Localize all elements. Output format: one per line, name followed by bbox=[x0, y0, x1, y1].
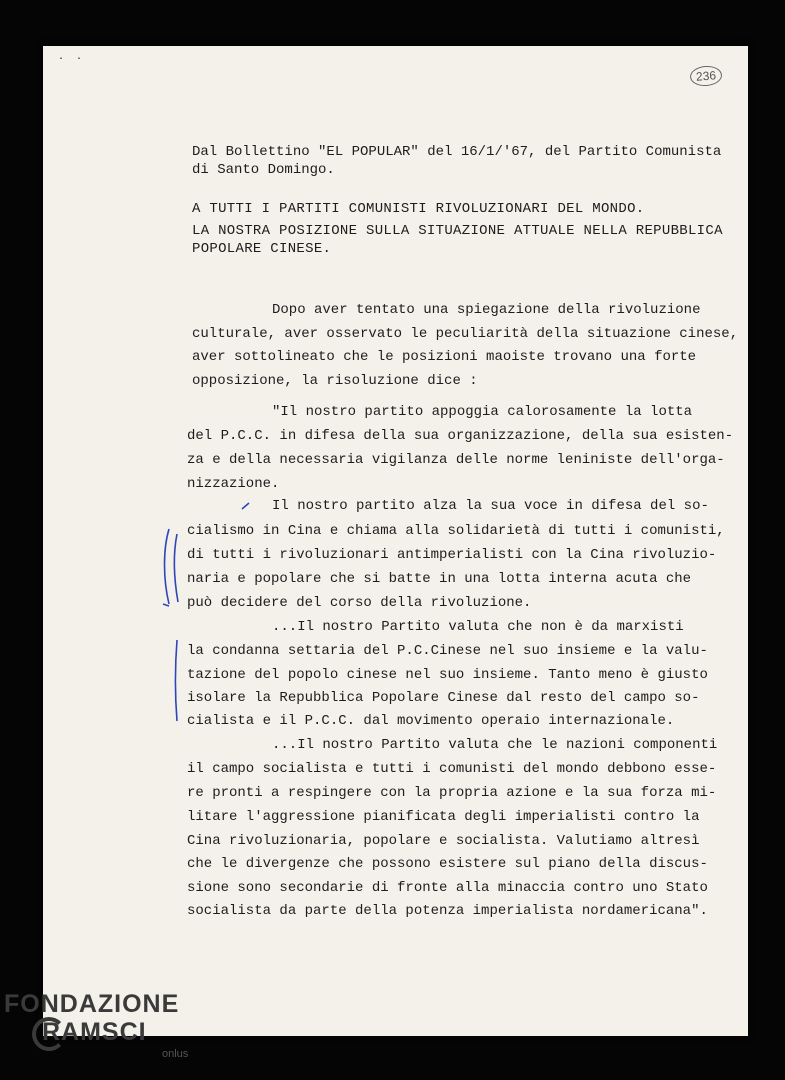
body-line: nizzazione. bbox=[187, 476, 280, 492]
watermark-line-fondazione: FONDAZIONE bbox=[4, 990, 180, 1018]
archive-watermark bbox=[4, 990, 204, 1060]
punch-marks: · · bbox=[58, 54, 83, 65]
body-line: "Il nostro partito appoggia calorosamente la lotta bbox=[272, 404, 693, 420]
pen-tick-mark bbox=[241, 501, 253, 511]
body-line: ...Il nostro Partito valuta che non è da marxisti bbox=[272, 619, 684, 635]
body-line: sione sono secondarie di fronte alla minaccia contro uno Stato bbox=[187, 880, 708, 896]
body-line: cialista e il P.C.C. dal movimento operaio internazionale. bbox=[187, 713, 675, 729]
document-page bbox=[43, 46, 748, 1036]
body-line: za e della necessaria vigilanza delle norme leniniste dell'orga- bbox=[187, 452, 725, 468]
document-title-line: POPOLARE CINESE. bbox=[192, 241, 332, 257]
body-line: tazione del popolo cinese nel suo insieme. Tanto meno è giusto bbox=[187, 667, 708, 683]
body-line: del P.C.C. in difesa della sua organizzazione, della sua esisten- bbox=[187, 428, 734, 444]
body-line: il campo socialista e tutti i comunisti del mondo debbono esse- bbox=[187, 761, 717, 777]
body-line: Cina rivoluzionaria, popolare e socialista. Valutiamo altresì bbox=[187, 833, 700, 849]
margin-bracket-mark bbox=[157, 524, 187, 609]
body-line: re pronti a respingere con la propria azione e la sua forza mi- bbox=[187, 785, 717, 801]
intro-line: di Santo Domingo. bbox=[192, 162, 335, 178]
body-line: Il nostro partito alza la sua voce in difesa del so- bbox=[272, 498, 709, 514]
body-line: che le divergenze che possono esistere sul piano della discus- bbox=[187, 856, 708, 872]
page-number-stamp: 236 bbox=[689, 65, 722, 87]
body-line: socialista da parte della potenza imperialista nordamericana". bbox=[187, 903, 708, 919]
watermark-onlus: onlus bbox=[162, 1048, 189, 1060]
watermark-g-logo-icon bbox=[32, 1017, 66, 1051]
body-line: culturale, aver osservato le peculiarità della situazione cinese, bbox=[192, 326, 739, 342]
body-line: isolare la Repubblica Popolare Cinese dal resto del campo so- bbox=[187, 690, 700, 706]
intro-line: Dal Bollettino "EL POPULAR" del 16/1/'67, del Partito Comunista bbox=[192, 144, 722, 160]
body-line: ...Il nostro Partito valuta che le nazioni componenti bbox=[272, 737, 718, 753]
body-line: la condanna settaria del P.C.Cinese nel suo insieme e la valu- bbox=[187, 643, 708, 659]
body-line: di tutti i rivoluzionari antimperialisti con la Cina rivoluzio- bbox=[187, 547, 717, 563]
body-line: Dopo aver tentato una spiegazione della rivoluzione bbox=[272, 302, 701, 318]
margin-line-mark bbox=[167, 636, 187, 724]
body-line: aver sottolineato che le posizioni maoiste trovano una forte bbox=[192, 349, 697, 365]
document-title-line: A TUTTI I PARTITI COMUNISTI RIVOLUZIONARI DEL MONDO. bbox=[192, 201, 645, 217]
document-title-line: LA NOSTRA POSIZIONE SULLA SITUAZIONE ATTUALE NELLA REPUBBLICA bbox=[192, 223, 723, 239]
body-line: cialismo in Cina e chiama alla solidarietà di tutti i comunisti, bbox=[187, 523, 725, 539]
body-line: litare l'aggressione pianificata degli imperialisti contro la bbox=[187, 809, 700, 825]
body-line: opposizione, la risoluzione dice : bbox=[192, 373, 478, 389]
body-line: naria e popolare che si batte in una lotta interna acuta che bbox=[187, 571, 692, 587]
body-line: può decidere del corso della rivoluzione. bbox=[187, 595, 532, 611]
watermark-line-gramsci: RAMSCI bbox=[42, 1018, 147, 1046]
